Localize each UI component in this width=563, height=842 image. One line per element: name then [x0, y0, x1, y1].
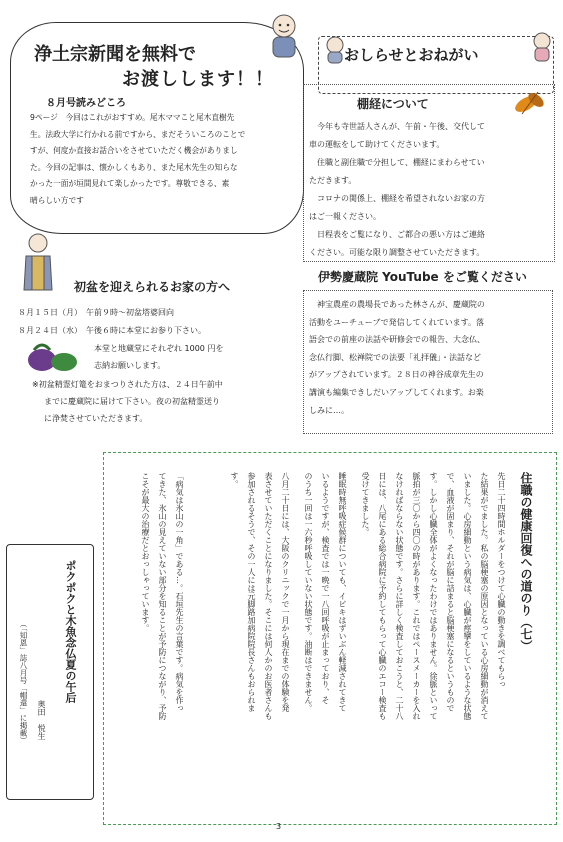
body-line: 講演も編集できしだいアップしてくれます。お楽	[309, 387, 484, 397]
body-line: コロナの関係上、棚経を希望されないお家の方	[317, 194, 485, 203]
column-line: のうち一回は一六秒呼吸していない状態です。油断はできません。	[304, 472, 313, 712]
body-line: 活動をユーチューブで発信してくれています。落	[309, 317, 484, 327]
youtube-body	[309, 296, 549, 419]
monk-icon	[528, 30, 556, 64]
column-line: 睡眠時無呼吸症候群についても、イビキはずいぶん軽減されてきて	[338, 472, 347, 712]
column-line: こそが最大の治療だとおっしゃっています。	[141, 472, 150, 632]
page-number: 3	[276, 822, 282, 831]
column-line: す。	[230, 472, 239, 488]
haiku-text: ポクポクと木魚念仏夏の午后	[64, 560, 77, 703]
body-line: 生。法政大学に行かれる前ですから、まだそういころのことで	[30, 129, 246, 139]
notice-title: おしらせとおねがい	[344, 46, 479, 64]
column-line: 「病気は氷山の一角」である…。石垣先生の言葉です。病気を作っ	[175, 472, 184, 712]
health-column-title: 住職の健康回復への道のり（七）	[519, 472, 533, 652]
body-line: 車の運転をして助けてくださいます。	[309, 140, 445, 149]
body-line: はご一報ください。	[309, 212, 381, 221]
bon-date-2: ８月２４日（水） 午後６時に本堂にお参り下さい。	[18, 326, 206, 335]
bon-note-2: までに慶蔵院に届けて下さい。夜の初盆精霊送り	[44, 397, 220, 406]
newspaper-title-line1: 浄土宗新聞を無料で	[34, 44, 196, 65]
body-line: 語会での前座の法話や研修会での報告、大念仏、	[309, 335, 485, 345]
body-line: ただきます。	[309, 176, 357, 185]
body-line: ください。可能な限り調整させていただきます。	[309, 248, 485, 257]
bon-title: 初盆を迎えられるお家の方へ	[74, 280, 231, 294]
haiku-author: 奥田 悦生	[37, 700, 46, 740]
body-line: かった一面が垣間見れて楽しかったです。尊敬できる、素	[30, 179, 230, 188]
bon-note-1: ※初盆精霊灯篭をおまつりされた方は、２４日午前中	[32, 380, 223, 389]
column-line: 受けてきました。	[361, 472, 370, 536]
haiku-source: （「知恩」誌八月号「帽還」に掲載）	[19, 620, 28, 744]
body-line: 日程表をご覧になり、ご都合の悪い方はご連絡	[317, 230, 485, 239]
column-line: す。しかし心臓全体がよくなったわけではありません。徐脈といって	[429, 472, 438, 720]
column-line: なければならない状態です。さらに詳しく検査しておこうと、二十八	[395, 472, 404, 720]
column-line: で、血液が固まり、それが脳に詰まると脳梗塞になるというもので	[446, 472, 455, 712]
column-line: 表させていただくことになりました。そこには何人かのお医者さんも	[264, 472, 273, 720]
youtube-title: 伊勢慶蔵院 YouTube をご覧ください	[318, 270, 527, 284]
shelf-body	[309, 118, 549, 262]
body-line: 念仏行脚、松禅院での法要「礼拝儀」・法話など	[309, 352, 481, 362]
column-line: てきた、氷山の見えていない部分を知ることが予防につながり、予防	[158, 472, 167, 720]
monk-illustration-icon	[264, 10, 304, 60]
bon-fee-line: 本堂と地蔵堂にそれぞれ 1000 円を	[94, 344, 224, 353]
newspaper-body	[30, 110, 280, 209]
column-line: 先日二十四時間ホルダーをつけて心臓の動きを調べてもらっ	[497, 472, 506, 688]
bon-date-1: ８月１５日（月） 午前９時～初盆塔婆回向	[18, 308, 174, 317]
body-line: 神宝農産の農場長であった林さんが、慶蔵院の	[317, 300, 485, 309]
standing-monk-icon	[18, 232, 58, 294]
column-line: 日には、八尾にある総合病院に予約してもらって心臓のエコー検査も	[378, 472, 387, 720]
column-line: 脈拍が三〇から四〇の時があります。これではペースメーカーを入れ	[412, 472, 421, 720]
body-line: 9ページ 今回はこれがおすすめ。尾木ママこと尾木直樹先	[30, 113, 235, 122]
body-line: 今年も寺世話人さんが、午前・午後、交代して	[317, 122, 485, 131]
recommend-heading: ８月号読みどころ	[46, 98, 126, 109]
body-line: しみに…。	[309, 405, 349, 415]
body-line: 晴らしい方です	[30, 195, 84, 205]
column-line: 参加されるそうで、その一人には元脚路加病院院長さんもおられま	[247, 472, 256, 712]
bon-note-3: に浄焚させていただきます。	[44, 414, 148, 423]
column-line: いるようですが、検査では一晩で一八回呼吸が止まっており、そ	[321, 472, 330, 704]
newspaper-title-line2: お渡しします！！	[122, 69, 274, 90]
vegetables-icon	[22, 336, 86, 376]
persimmon-leaf-icon	[512, 86, 548, 120]
column-line: 八月二十日には、大阪のクリニックで一月から現在までの体験を発	[281, 472, 290, 712]
body-line: すが、何度か直接お話合いをさせていただく機会がありまし	[30, 146, 238, 155]
shelf-title: 棚経について	[357, 97, 429, 111]
column-line: た結果がでました。私の脳梗塞の原因となっている心房細動が消えて	[480, 472, 489, 720]
body-line: がアップされています。２８日の神谷成章先生の	[309, 370, 484, 380]
column-line: いました。心房細動という病気は、心臓が痙攣をしているような状態	[463, 472, 472, 720]
body-line: た。今回の記事は、懐かしくもあり、また尾木先生の知らな	[30, 162, 238, 172]
bon-fee-line-2: 志納お願いします。	[94, 361, 166, 370]
body-line: 住職と副住職で分担して、棚経にまわらせてい	[317, 158, 485, 167]
